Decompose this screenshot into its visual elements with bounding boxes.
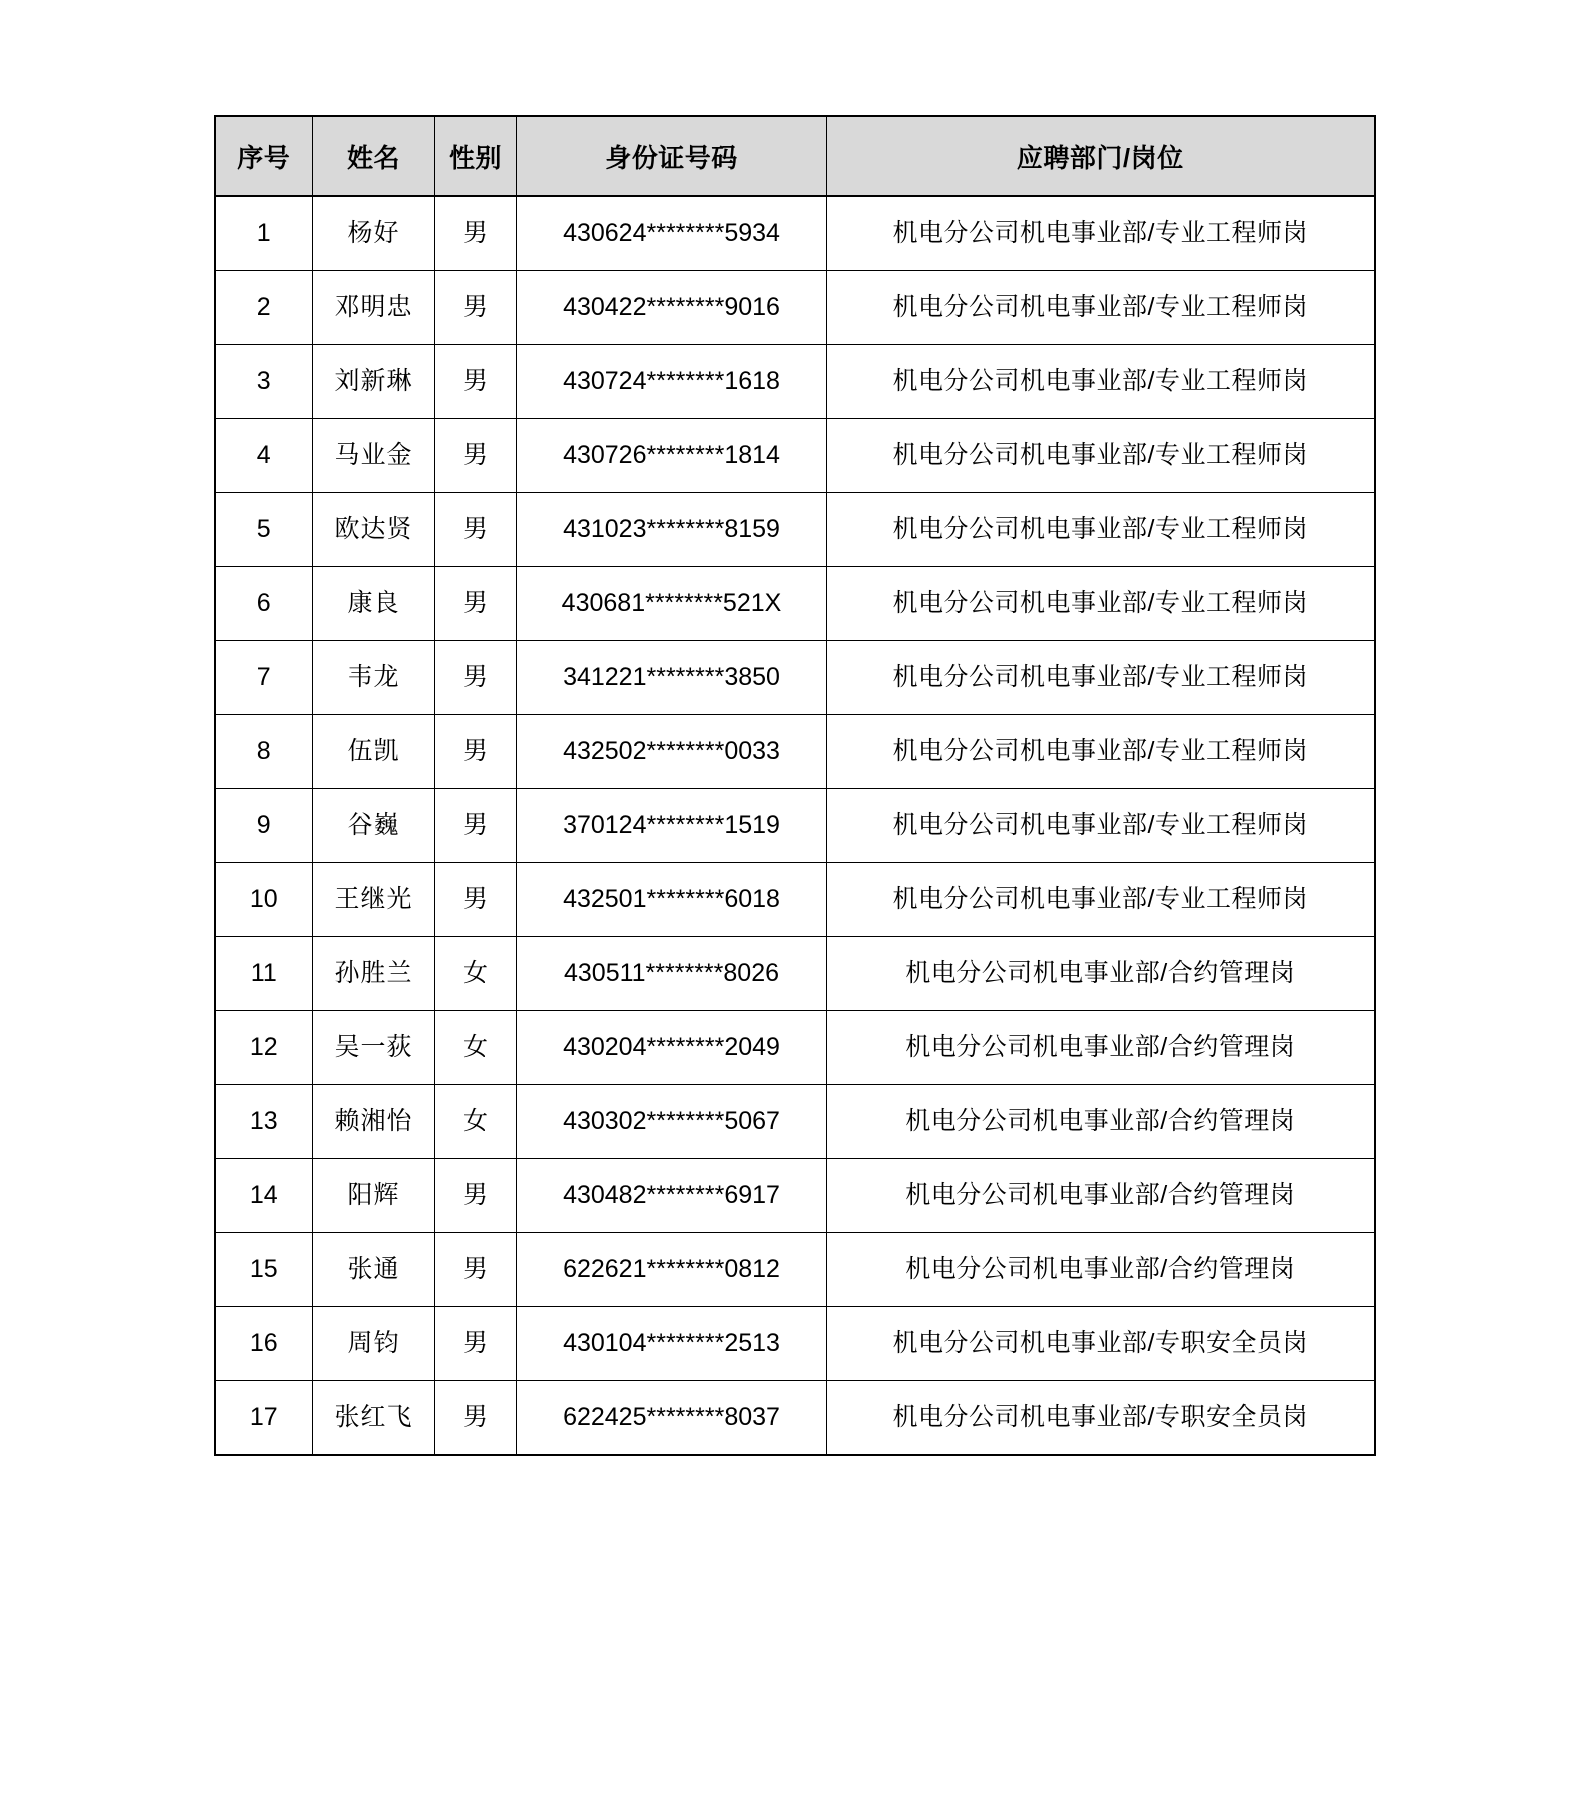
table-row [215, 715, 1375, 789]
cell-id: 430482********6917 [517, 1159, 827, 1233]
table-row [215, 196, 1375, 271]
cell-gender: 男 [435, 493, 517, 567]
cell-name: 王继光 [313, 863, 435, 937]
table-row [215, 1159, 1375, 1233]
cell-seq: 6 [215, 567, 313, 641]
cell-seq: 7 [215, 641, 313, 715]
applicant-roster-table [214, 115, 1376, 1456]
cell-name: 吴一荻 [313, 1011, 435, 1085]
cell-seq: 12 [215, 1011, 313, 1085]
cell-gender: 男 [435, 345, 517, 419]
cell-name: 邓明忠 [313, 271, 435, 345]
table-row [215, 1085, 1375, 1159]
cell-dept: 机电分公司机电事业部/专职安全员岗 [827, 1307, 1375, 1381]
column-header-gender: 性别 [435, 116, 517, 196]
cell-id: 430724********1618 [517, 345, 827, 419]
cell-name: 张通 [313, 1233, 435, 1307]
cell-dept: 机电分公司机电事业部/专业工程师岗 [827, 715, 1375, 789]
cell-id: 432502********0033 [517, 715, 827, 789]
cell-seq: 3 [215, 345, 313, 419]
cell-dept: 机电分公司机电事业部/专业工程师岗 [827, 863, 1375, 937]
cell-id: 430104********2513 [517, 1307, 827, 1381]
cell-seq: 14 [215, 1159, 313, 1233]
cell-dept: 机电分公司机电事业部/专业工程师岗 [827, 196, 1375, 271]
cell-id: 430204********2049 [517, 1011, 827, 1085]
table-row [215, 271, 1375, 345]
cell-dept: 机电分公司机电事业部/专业工程师岗 [827, 345, 1375, 419]
cell-name: 谷巍 [313, 789, 435, 863]
cell-id: 430422********9016 [517, 271, 827, 345]
cell-gender: 男 [435, 1307, 517, 1381]
cell-seq: 11 [215, 937, 313, 1011]
cell-id: 430511********8026 [517, 937, 827, 1011]
cell-gender: 男 [435, 715, 517, 789]
table-row [215, 789, 1375, 863]
column-header-id: 身份证号码 [517, 116, 827, 196]
cell-gender: 女 [435, 1011, 517, 1085]
cell-seq: 4 [215, 419, 313, 493]
cell-seq: 9 [215, 789, 313, 863]
cell-name: 阳辉 [313, 1159, 435, 1233]
table-body [215, 196, 1375, 1455]
cell-id: 622621********0812 [517, 1233, 827, 1307]
column-header-seq: 序号 [215, 116, 313, 196]
table-row [215, 1307, 1375, 1381]
column-header-name: 姓名 [313, 116, 435, 196]
cell-dept: 机电分公司机电事业部/专职安全员岗 [827, 1381, 1375, 1456]
cell-gender: 男 [435, 789, 517, 863]
cell-name: 康良 [313, 567, 435, 641]
table-row [215, 493, 1375, 567]
cell-dept: 机电分公司机电事业部/合约管理岗 [827, 937, 1375, 1011]
cell-seq: 1 [215, 196, 313, 271]
cell-dept: 机电分公司机电事业部/专业工程师岗 [827, 789, 1375, 863]
cell-name: 孙胜兰 [313, 937, 435, 1011]
table-row [215, 419, 1375, 493]
cell-name: 韦龙 [313, 641, 435, 715]
cell-name: 刘新琳 [313, 345, 435, 419]
cell-seq: 5 [215, 493, 313, 567]
cell-dept: 机电分公司机电事业部/专业工程师岗 [827, 567, 1375, 641]
cell-dept: 机电分公司机电事业部/专业工程师岗 [827, 419, 1375, 493]
table-row [215, 937, 1375, 1011]
cell-seq: 13 [215, 1085, 313, 1159]
cell-name: 张红飞 [313, 1381, 435, 1456]
cell-dept: 机电分公司机电事业部/合约管理岗 [827, 1159, 1375, 1233]
cell-name: 周钧 [313, 1307, 435, 1381]
cell-id: 430302********5067 [517, 1085, 827, 1159]
cell-id: 341221********3850 [517, 641, 827, 715]
cell-seq: 17 [215, 1381, 313, 1456]
cell-gender: 男 [435, 641, 517, 715]
cell-name: 杨好 [313, 196, 435, 271]
cell-gender: 男 [435, 419, 517, 493]
cell-name: 赖湘怡 [313, 1085, 435, 1159]
cell-gender: 男 [435, 271, 517, 345]
cell-dept: 机电分公司机电事业部/合约管理岗 [827, 1233, 1375, 1307]
cell-seq: 16 [215, 1307, 313, 1381]
cell-name: 马业金 [313, 419, 435, 493]
table-header [215, 116, 1375, 196]
cell-id: 370124********1519 [517, 789, 827, 863]
cell-id: 622425********8037 [517, 1381, 827, 1456]
cell-seq: 8 [215, 715, 313, 789]
cell-gender: 男 [435, 863, 517, 937]
cell-dept: 机电分公司机电事业部/专业工程师岗 [827, 493, 1375, 567]
table-row [215, 1381, 1375, 1456]
cell-name: 伍凯 [313, 715, 435, 789]
table-row [215, 641, 1375, 715]
cell-gender: 女 [435, 1085, 517, 1159]
table-row [215, 345, 1375, 419]
roster-table-container [214, 115, 1374, 1456]
cell-gender: 男 [435, 1381, 517, 1456]
table-row [215, 863, 1375, 937]
cell-seq: 10 [215, 863, 313, 937]
cell-id: 430726********1814 [517, 419, 827, 493]
cell-id: 430681********521X [517, 567, 827, 641]
cell-gender: 男 [435, 1159, 517, 1233]
cell-seq: 2 [215, 271, 313, 345]
cell-dept: 机电分公司机电事业部/专业工程师岗 [827, 271, 1375, 345]
table-row [215, 1233, 1375, 1307]
cell-gender: 男 [435, 196, 517, 271]
table-row [215, 567, 1375, 641]
cell-dept: 机电分公司机电事业部/专业工程师岗 [827, 641, 1375, 715]
cell-seq: 15 [215, 1233, 313, 1307]
column-header-dept: 应聘部门/岗位 [827, 116, 1375, 196]
cell-gender: 男 [435, 567, 517, 641]
cell-name: 欧达贤 [313, 493, 435, 567]
table-row [215, 1011, 1375, 1085]
table-header-row [215, 116, 1375, 196]
cell-id: 432501********6018 [517, 863, 827, 937]
cell-gender: 女 [435, 937, 517, 1011]
cell-id: 430624********5934 [517, 196, 827, 271]
cell-dept: 机电分公司机电事业部/合约管理岗 [827, 1011, 1375, 1085]
cell-gender: 男 [435, 1233, 517, 1307]
cell-id: 431023********8159 [517, 493, 827, 567]
cell-dept: 机电分公司机电事业部/合约管理岗 [827, 1085, 1375, 1159]
